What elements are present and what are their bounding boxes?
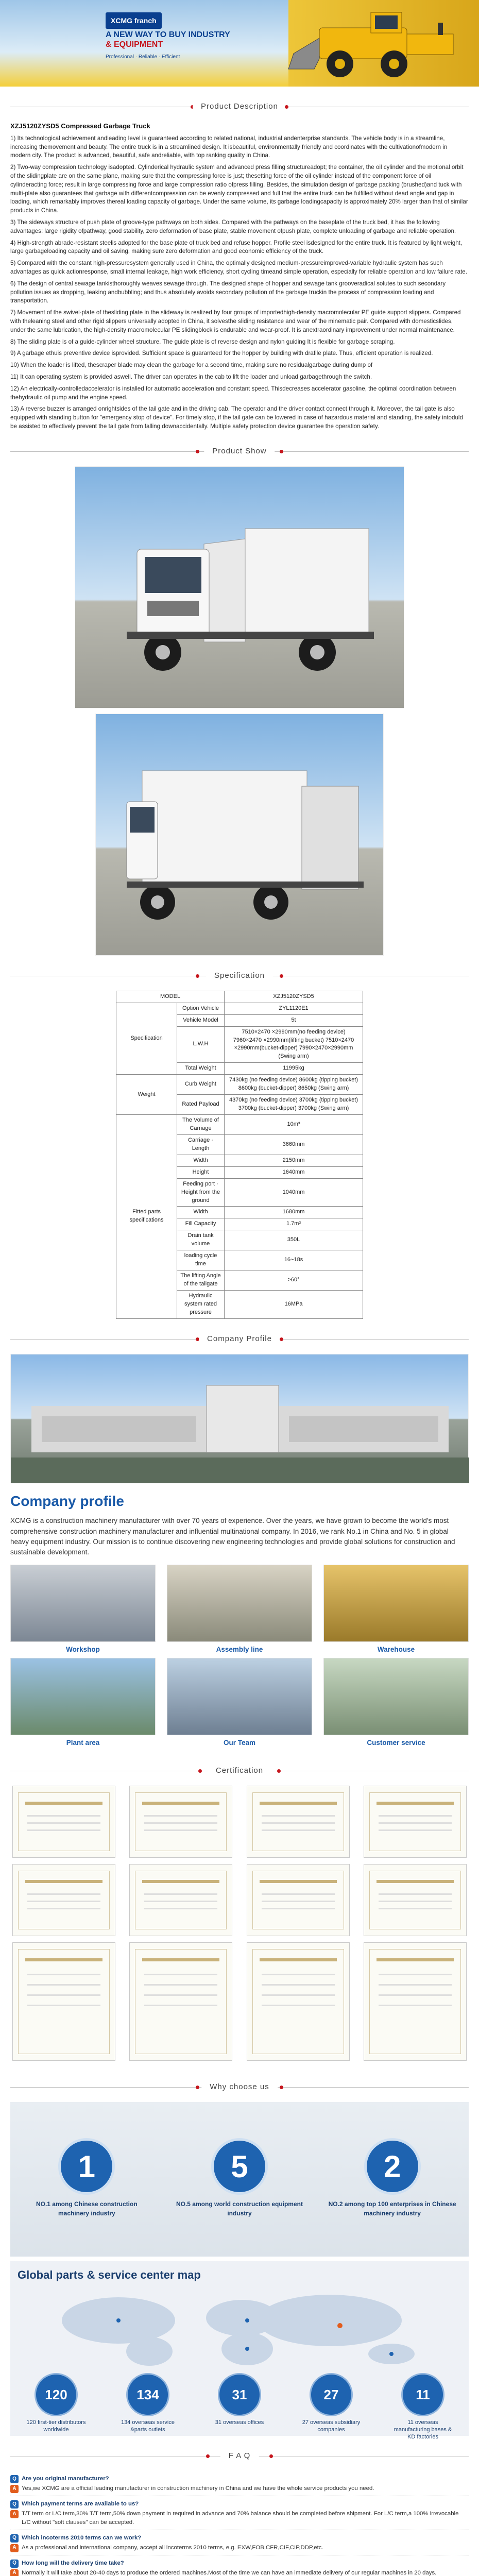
stat-number: 27 (310, 2373, 353, 2416)
service-stats-row (10, 2373, 469, 2441)
spec-group-label: Specification (116, 1003, 177, 1075)
spec-value: 11995kg (225, 1063, 363, 1075)
certificate-grid (12, 1786, 467, 2067)
spec-sub-label: Option Vehicle (177, 1003, 225, 1014)
stat-caption: 31 overseas offices (215, 2419, 264, 2426)
stat-caption: 27 overseas subsidiary companies (302, 2419, 361, 2433)
spec-sub-label: Hydraulic system rated pressure (177, 1290, 225, 1318)
bullet-icon (198, 1769, 202, 1773)
world-map-icon (41, 2290, 438, 2367)
customer-service-photo (323, 1658, 469, 1735)
spec-sub-label: Carriage (188, 1137, 210, 1143)
gallery-caption: Customer service (367, 1738, 425, 1747)
gallery-caption: Plant area (66, 1738, 100, 1747)
description-paragraph: 7) Movement of the swivel-plate of thesliding plate in the slideway is realized by four groups of importedhigh-density macromolecular PE guide support slippers. Compared with theleaning steel and other rigid slippers universally adopted in China, it solvesthe sliding resistance and wear of the minematic pair. Compared with domesticslides, under the same lubrication, the high-density macromolecular PE slidingblock is endurable and wear-proof. It is anextraordinary improvement under normal maintenance. (10, 309, 461, 333)
banner-slogan (106, 30, 260, 49)
gallery-caption: Assembly line (216, 1646, 263, 1654)
question-badge-icon: Q (10, 2475, 19, 2483)
section-header-faq (10, 2447, 469, 2466)
certificate[interactable] (129, 1942, 232, 2061)
faq-answer (10, 2568, 469, 2576)
faq-question[interactable] (10, 2471, 469, 2483)
spec-value: 16MPa (225, 1290, 363, 1318)
spec-sub-label: Feeding port · Height from the ground (177, 1178, 225, 1207)
gallery-item[interactable] (10, 1565, 156, 1658)
spec-value: 3660mm (225, 1134, 363, 1155)
spec-sub-label: The lifting Angle of the tailgate (177, 1270, 225, 1291)
product-description (0, 122, 479, 431)
company-profile-text: XCMG is a construction machinery manufacturer with over 70 years of experience. Over the years, we have grown to become the world's most comprehensive construction machinery manufacturer and influential multinational company. In 2016, we rank No.1 in China and No. 5 in global heavy equipment industry. Our mission is to continue discovering new engineering technologies and provide global solutions for construction and sustainable development. (10, 1517, 455, 1556)
spec-value: 5t (225, 1014, 363, 1026)
question-text: Which payment terms are available to us? (22, 2501, 139, 2507)
global-map-title: Global parts & service center map (18, 2268, 201, 2282)
faq-list (10, 2471, 469, 2576)
spec-sub-label: The Volume of Carriage (177, 1115, 225, 1135)
description-paragraph: 8) The sliding plate is of a guide-cylinder wheel structure. The guide plate is of reverse design and nylon guiding It is flexible for garbage scraping. (10, 338, 395, 345)
ranking-caption: NO.2 among top 100 enterprises in Chinese machinery industry (328, 2200, 456, 2217)
assembly-line-photo (167, 1565, 312, 1642)
gallery-caption: Workshop (66, 1646, 100, 1654)
description-paragraph: 12) An electrically-controlledaccelerator is installed for automatic acceleration and constant speed. Thisdecreases accelerator gasoline, the optimal coordination between thehydraulic oil pump and the engine speed. (10, 385, 456, 401)
answer-badge-icon: A (10, 2569, 19, 2576)
garbage-truck-front-image (75, 467, 405, 709)
table-row (116, 1075, 363, 1095)
description-paragraph: 1) Its technological achievement andleading level is guaranteed according to related national, industrial andenterprise standards. The vehicle body is in a streamline, increasing themovement and beauty. The entire truck is in a streamlined design. It isbeautiful, environmentally friendly and coordinates with the cultivationofmodern in modern city. The product is advanced, beautiful, safe andreliable, with top ranking quality in China. (10, 134, 448, 159)
spec-sub-label: Carriage · Length (177, 1134, 225, 1155)
spec-sub-label: Vehicle Model (177, 1014, 225, 1026)
faq-answer (10, 2543, 469, 2555)
stat-number: 120 (35, 2373, 78, 2416)
certificate[interactable] (364, 1864, 467, 1936)
description-paragraph: 3) The sideways structure of push plate of groove-type pathways on both sides. Compared with the pathways on the baseplate of the truck bed, it has the following advantages: large rigidity ofpathway, good stability, zero deformation of base plate, stable movement ofpush plate, complete unloading of garbage and reliable operation. (10, 219, 456, 234)
spec-sub2-label: Width (177, 1207, 225, 1218)
faq-answer (10, 2483, 469, 2496)
certificate[interactable] (364, 1786, 467, 1858)
bullet-icon (285, 105, 288, 109)
spec-sub-label: Curb Weight (177, 1075, 225, 1095)
ranking-number: 5 (211, 2138, 268, 2195)
description-paragraph: 4) High-strength abrade-resistant steelis adopted for the base plate of truck bed and refuse hopper. Profile steel isdesigned for the entire truck. It is featured by light weight, large garbageloading capacity and oil saving, making sure zero deformation and good economic efficiency of the truck. (10, 239, 463, 255)
question-text: Which incoterms 2010 terms can we work? (22, 2534, 142, 2541)
certificate[interactable] (247, 1942, 350, 2061)
question-badge-icon: Q (10, 2500, 19, 2509)
spec-label: MODEL (116, 991, 225, 1003)
workshop-photo (10, 1565, 156, 1642)
spec-sub2-label: Length (192, 1145, 210, 1151)
gallery-caption: Warehouse (377, 1646, 415, 1654)
service-stat (115, 2373, 180, 2441)
table-row (116, 1115, 363, 1135)
team-photo (167, 1658, 312, 1735)
ranking-item (22, 2138, 151, 2218)
company-gallery-row-1 (10, 1565, 469, 1658)
answer-badge-icon: A (10, 2544, 19, 2552)
section-header-description (10, 98, 469, 116)
spec-value: 2150mm (225, 1155, 363, 1166)
stat-caption: 120 first-tier distributors worldwide (26, 2419, 86, 2433)
description-paragraph: 11) It can operating system is provided aswell. The driver can operates in the cab to lift the loader and unload garbagethrough the switch. (10, 373, 372, 380)
spec-sub-label: Fill Capacity (177, 1218, 225, 1230)
section-title: Certification (208, 1765, 271, 1776)
bullet-icon (206, 2454, 210, 2458)
stat-number: 11 (401, 2373, 444, 2416)
section-header-why (10, 2078, 469, 2097)
answer-badge-icon: A (10, 2510, 19, 2518)
stat-caption: 134 overseas service &parts outlets (121, 2419, 175, 2433)
bullet-icon (280, 2086, 283, 2089)
spec-group-label: Fitted parts specifications (116, 1115, 177, 1319)
faq-question[interactable] (10, 2496, 469, 2509)
section-title: F A Q (220, 2450, 259, 2462)
garbage-truck-rear-image (96, 714, 384, 956)
service-stat (24, 2373, 89, 2441)
bullet-icon (196, 450, 199, 453)
gallery-item[interactable] (323, 1565, 469, 1658)
stat-caption: 11 overseas manufacturing bases & KD factories (394, 2419, 452, 2440)
faq-question[interactable] (10, 2555, 469, 2568)
section-title: Product Show (204, 446, 275, 457)
ranking-caption: NO.5 among world construction equipment industry (176, 2200, 303, 2217)
section-header-company (10, 1330, 469, 1349)
bullet-icon (277, 1769, 281, 1773)
section-title: Why choose us (201, 2081, 278, 2093)
spec-sub2-label: Width (177, 1155, 225, 1166)
faq-question[interactable] (10, 2530, 469, 2543)
answer-text: Normally it will take about 20-40 days to produce the ordered machines.Most of the time we can have an immediate delivery of our regular machines in 20 days. (22, 2569, 437, 2576)
spec-value: 350L (225, 1230, 363, 1250)
spec-value: 7430kg (no feeding device) 8600kg (tipping bucket) 8600kg (bucket-dipper) 8650kg (Swing arm) (225, 1075, 363, 1095)
certificate[interactable] (247, 1864, 350, 1936)
spec-group-label: Weight (116, 1075, 177, 1115)
service-stat (207, 2373, 272, 2441)
bullet-icon (196, 2086, 199, 2089)
bullet-icon (196, 974, 199, 978)
bullet-icon (280, 1337, 283, 1341)
gallery-item[interactable] (323, 1658, 469, 1751)
section-title: Company Profile (199, 1333, 280, 1345)
spec-value: 1.7m³ (225, 1218, 363, 1230)
spec-sub-label: Total Weight (177, 1063, 225, 1075)
gallery-item[interactable] (10, 1658, 156, 1751)
certificate[interactable] (12, 1942, 115, 2061)
global-service-panel (10, 2261, 469, 2440)
spec-sub-label: L.W.H (177, 1026, 225, 1063)
company-gallery-row-2 (10, 1658, 469, 1751)
wheel-loader-illustration (283, 7, 469, 79)
service-stat (299, 2373, 364, 2441)
bullet-icon (280, 974, 283, 978)
spec-value: >60° (225, 1270, 363, 1291)
certificate[interactable] (129, 1786, 232, 1858)
section-title: Specification (206, 970, 273, 981)
gallery-caption: Our Team (223, 1738, 255, 1747)
spec-value: 4370kg (no feeding device) 3700kg (tipping bucket) 3700kg (bucket-dipper) 3700kg (Swing arm) (225, 1095, 363, 1115)
spec-value: ZYL1120E1 (225, 1003, 363, 1014)
answer-badge-icon: A (10, 2485, 19, 2493)
answer-text: Yes,we XCMG are a official leading manufacturer in construction machinery in China and we have the whole service products you need. (22, 2485, 374, 2492)
section-header-certification (10, 1762, 469, 1781)
question-text: Are you original manufacturer? (22, 2476, 109, 2482)
table-row (116, 991, 363, 1003)
certificate[interactable] (129, 1864, 232, 1936)
company-profile-title: Company profile (10, 1493, 124, 1509)
factory-aerial-photo[interactable] (10, 1354, 469, 1483)
description-paragraph: 13) A reverse buzzer is arranged onrightsides of the tail gate and in the driving cab. The operator and the driver contact connect through it. Moreover, the tail gate is also equipped with standing button for "emergency stop of device". For timely stop, if the tail gate can be lowered in case of hazardous material and standing, the safety intoduld be assisted to effectively prevent the tail gate from falling downaccidentally. Multiple safety protection device guarantee the operation safety. (10, 405, 463, 430)
certificate[interactable] (247, 1786, 350, 1858)
service-stat (390, 2373, 455, 2441)
gallery-item[interactable] (167, 1565, 312, 1658)
spec-sub2-label: Height (177, 1166, 225, 1178)
product-photo-rear[interactable] (95, 714, 384, 956)
plant-area-photo (10, 1658, 156, 1735)
description-paragraph: 6) The design of central sewage tankisthoroughly weaves sewage through. The designed shape of hopper and sewage tank grooveradical solutes to such secondary pollution issues as dropping, leaking andbubbling; and thus absolutely avoids secondary pollution of the garbage truckin the process of compression loading and transportation. (10, 280, 446, 304)
certificate[interactable] (12, 1864, 115, 1936)
stat-number: 134 (126, 2373, 169, 2416)
spec-sub-label: Rated Payload (177, 1095, 225, 1115)
question-badge-icon: Q (10, 2560, 19, 2568)
slogan-line-2: & EQUIPMENT (106, 40, 163, 49)
spec-value: 10m³ (225, 1115, 363, 1135)
spec-sub2-label: Height from the ground (181, 1189, 220, 1204)
description-paragraph: 2) Two-way compression technology isadopted. Cylinderical hydraulic system and advanced press filling structureadopt; the container, the oil cylinder and the motional orbit of the slidingplate are on the same plane, making sure that the compressing force is just; thesetting force of the oil cylinder instead of the component force of oil cylinderacting force; result in large compressing force and large compression ratio ofpress filling. Besides, the simulation design of garbage packing (brushed)and tuck with multi-plate also guarantees that garbage with differentcompression can be evenly compressed and full that the entire truck can be fulfilled without dead angle and gap in loading, which remarkably improves thereal loading capacity of garbage. Under the same volume, its garbage loadingcapacity is approximately 20% larger than that of similar products in China. (10, 164, 468, 214)
section-header-spec (10, 967, 469, 986)
spec-table (116, 991, 363, 1319)
table-row (116, 1003, 363, 1014)
question-badge-icon: Q (10, 2534, 19, 2543)
section-header-show (10, 443, 469, 461)
spec-value: 16~18s (225, 1250, 363, 1270)
certificate[interactable] (12, 1786, 115, 1858)
ranking-number: 1 (58, 2138, 115, 2195)
slogan-line-1: A NEW WAY TO BUY INDUSTRY (106, 30, 230, 39)
certificate[interactable] (364, 1942, 467, 2061)
spec-sub-label: Drain tank volume (177, 1230, 225, 1250)
spec-value: 1640mm (225, 1166, 363, 1178)
spec-sub-label: Feeding port (183, 1180, 215, 1187)
warehouse-photo (323, 1565, 469, 1642)
spec-value: 7510×2470 ×2990mm(no feeding device) 7960×2470 ×2990mm(lifting bucket) 7510×2470 ×2990mm(bucket-dipper) 7990×2470×2990mm (Swing arm) (225, 1026, 363, 1063)
product-title: XZJ5120ZYSD5 Compressed Garbage Truck (10, 122, 150, 130)
ranking-item (175, 2138, 304, 2218)
ranking-caption: NO.1 among Chinese construction machinery industry (36, 2200, 138, 2217)
bullet-icon (269, 2454, 273, 2458)
answer-text: As a professional and international company, accept all incoterms 2010 terms, e.g. EXW,FOB,CFR,CIF,CIP,DDP,etc. (22, 2544, 323, 2551)
top-banner[interactable] (0, 0, 479, 87)
spec-value: 1680mm (225, 1207, 363, 1218)
bullet-icon (280, 450, 283, 453)
ranking-number: 2 (364, 2138, 421, 2195)
banner-tagline: Professional · Reliable · Efficient (106, 54, 180, 60)
spec-sub-label: loading cycle time (177, 1250, 225, 1270)
ranking-row (10, 2138, 469, 2218)
brand-logo[interactable]: XCMG franch (106, 12, 162, 29)
description-paragraph: 9) A garbage ethuis preventive device isprovided. Sufficient space is guaranteed for the hopper by building with drafile plate. Thus, efficient operation is realized. (10, 350, 433, 357)
spec-value: XZJ5120ZYSD5 (225, 991, 363, 1003)
gallery-item[interactable] (167, 1658, 312, 1751)
ranking-item (328, 2138, 457, 2218)
spec-value: 1040mm (225, 1178, 363, 1207)
section-title: Product Description (193, 101, 286, 112)
description-paragraph: 5) Compared with the constant high-pressuresystem generally used in China, the optimally designed medium-pressureimproved-variable hydraulic system has such advantages as quick actionresponse, small internal leakage, high work efficiency, short cycling timeand simple operation, especially for reliable operation and low failure rate. (10, 260, 467, 275)
factory-building-image (11, 1354, 469, 1483)
stat-number: 31 (218, 2373, 261, 2416)
description-paragraph: 10) When the loader is lifted, thescraper blade may clean the garbage for a second time, making sure no residualgarbage during dump of (10, 362, 373, 369)
answer-text: T/T term or L/C term,30% T/T term,50% down payment in required in advance and 70% balance should be completed before shipment. For L/C term,a 100% irrevocable L/C without "soft clauses" can be accepted. (22, 2511, 459, 2526)
question-text: How long will the delivery time take? (22, 2560, 124, 2566)
why-choose-us-panel (10, 2102, 469, 2257)
faq-answer (10, 2509, 469, 2530)
product-photo-front[interactable] (75, 466, 404, 708)
